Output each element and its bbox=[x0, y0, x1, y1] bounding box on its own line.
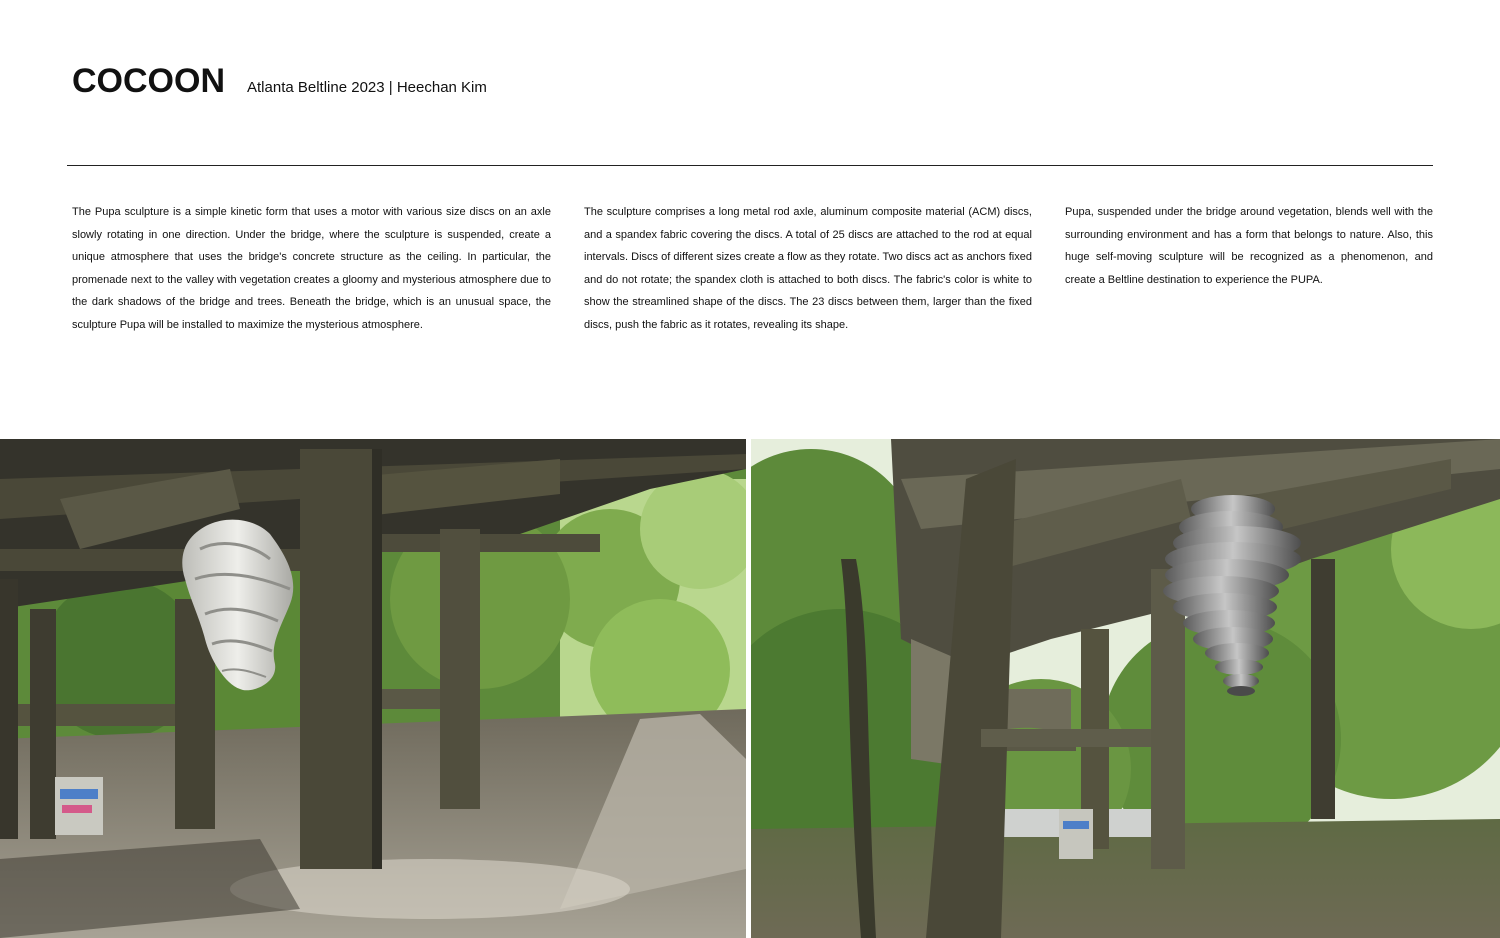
text-column-2: The sculpture comprises a long metal rod axle, aluminum composite material (ACM) discs, and a spandex fabric covering the discs. A total of 25 discs are attached to the rod at equal intervals. Discs of different sizes create a flow as they rotate. Two discs act as anchors fixed and do not rotate; the spandex cloth is attached to both discs. The fabric's color is white to show the streamlined shape of the discs. The 23 discs between them, larger than the fixed discs, push the fabric as it rotates, revealing its shape. bbox=[584, 206, 1032, 331]
text-column-1: The Pupa sculpture is a simple kinetic form that uses a motor with various size discs on an axle slowly rotating in one direction. Under the bridge, where the sculpture is suspended, create a unique atmosphere that uses the bridge's concrete structure as the ceiling. In particular, the promenade next to the valley with vegetation creates a gloomy and mysterious atmosphere due to the dark shadows of the bridge and trees. Beneath the bridge, which is an unusual space, the sculpture Pupa will be installed to maximize the mysterious atmosphere. bbox=[72, 206, 551, 331]
text-column-3: Pupa, suspended under the bridge around vegetation, blends well with the surrounding environment and has a form that belongs to nature. Also, this huge self-moving sculpture will be recognized as a phenomenon, and create a Beltline destination to experience the PUPA. bbox=[1065, 206, 1433, 286]
header bbox=[72, 62, 487, 101]
page-title: COCOON bbox=[72, 62, 225, 100]
bridge-scene-left bbox=[0, 439, 746, 938]
page-subtitle: Atlanta Beltline 2023 | Heechan Kim bbox=[247, 79, 487, 96]
photo-disc-sculpture bbox=[751, 439, 1500, 938]
bridge-scene-right bbox=[751, 439, 1500, 938]
divider bbox=[67, 165, 1433, 166]
photo-fabric-sculpture bbox=[0, 439, 746, 938]
